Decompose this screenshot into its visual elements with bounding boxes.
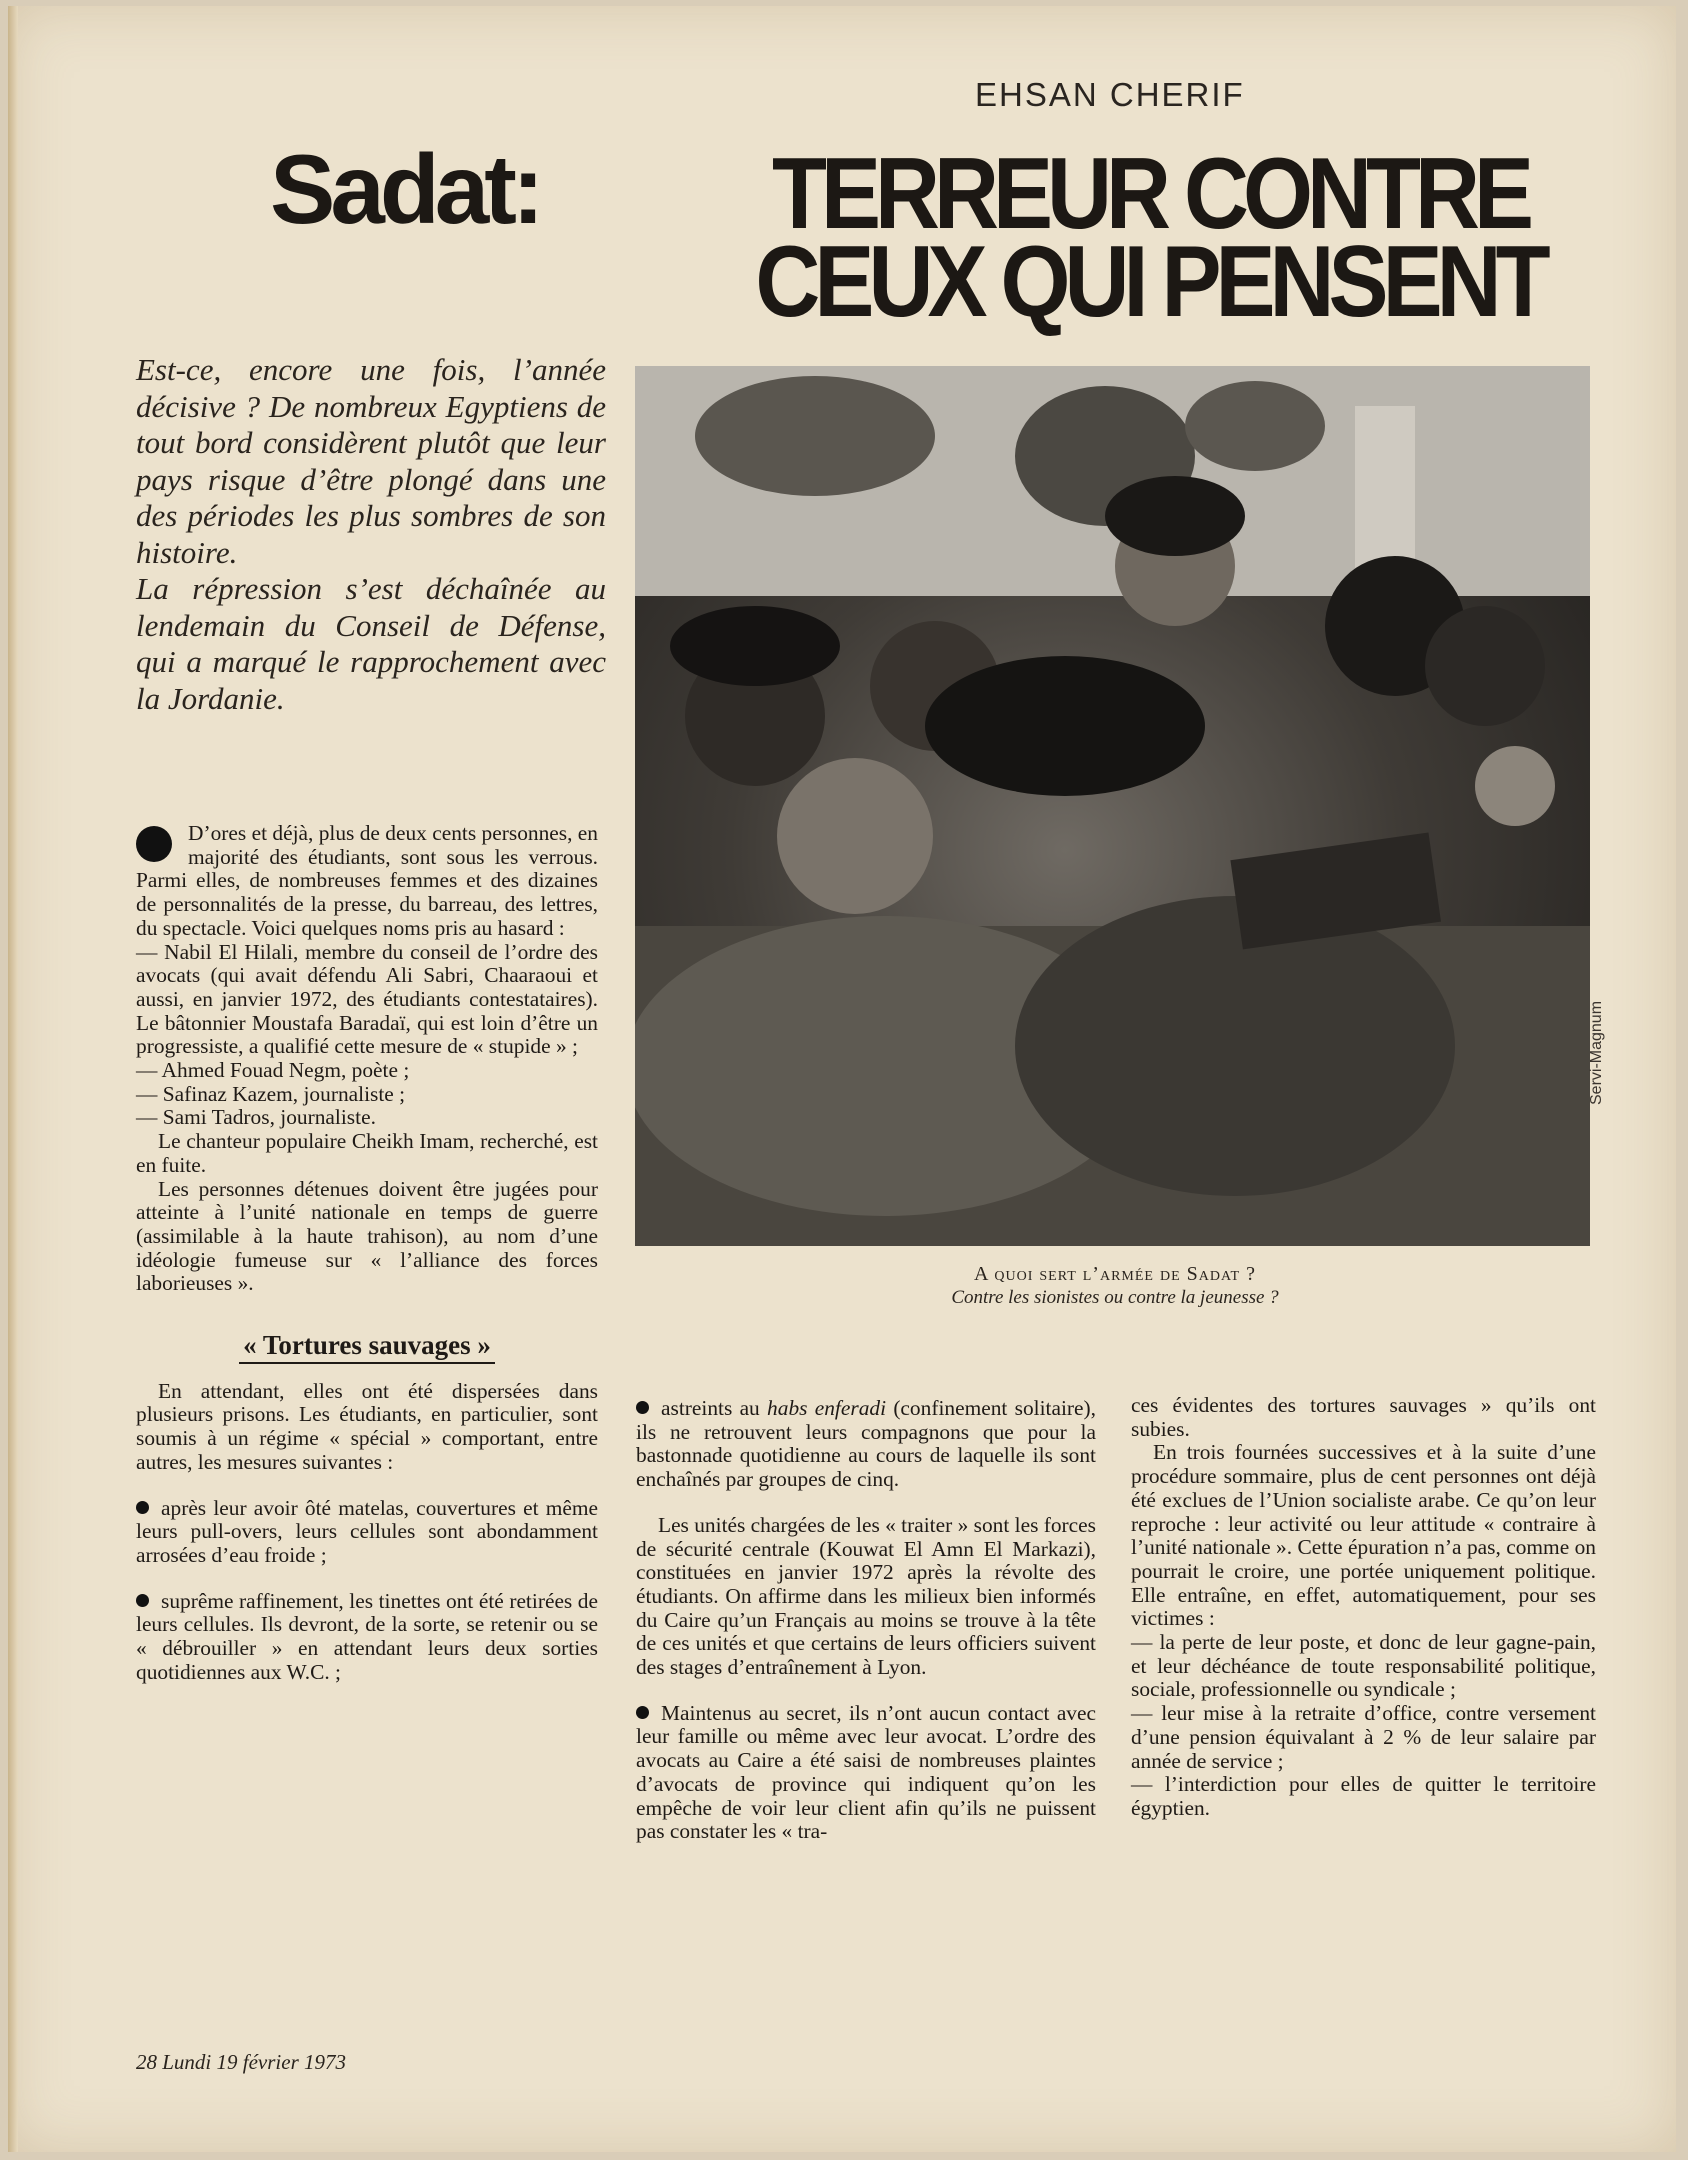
bullet-text: (confinement solitaire), ils ne retrouvent leurs compagnons que pour la bastonnade quotidienne au cours de laquelle ils sont enchaînés par groupes de cinq. bbox=[636, 1396, 1097, 1492]
lede-paragraph-1: Est-ce, encore une fois, l’année décisive ? De nombreux Egyptiens de tout bord considèrent plutôt que leur pays risque d’être plongé dans une des périodes les plus sombres de son histoire. bbox=[136, 352, 606, 570]
bullet-paragraph bbox=[636, 1397, 1096, 1492]
headline bbox=[700, 138, 1600, 339]
bullet-text: suprême raffinement, les tinettes ont été retirées de leurs cellules. Ils devront, de la sorte, se retenir ou se « débrouiller » en attendant leurs deux sorties quotidiennes aux W.C. ; bbox=[136, 1588, 598, 1684]
photo-credit bbox=[1588, 1065, 1606, 1105]
byline: EHSAN CHERIF bbox=[975, 76, 1245, 113]
caption-line-1: A quoi sert l’armée de Sadat ? bbox=[974, 1263, 1256, 1285]
headline-kicker: Sadat: bbox=[270, 134, 540, 244]
subheading-text: « Tortures sauvages » bbox=[239, 1330, 495, 1364]
bullet-text: Maintenus au secret, ils n’ont aucun contact avec leur famille ou même avec leur avocat. L’ordre des avocats au Caire a été saisi de nombreuses plaintes d’avocats de province qui indiquent qu’on les empêche de voir leur client afin qu’ils ne puissent pas constater les « tra- bbox=[636, 1700, 1096, 1844]
list-item: — leur mise à la retraite d’office, contre versement d’une pension équivalant à 2 % de leur salaire par année de service ; bbox=[1131, 1701, 1596, 1773]
bullet-text: après leur avoir ôté matelas, couvertures et même leurs pull-overs, leurs cellules sont abondamment arrosées d’eau froide ; bbox=[136, 1495, 598, 1567]
bullet-icon bbox=[136, 1594, 149, 1607]
page-footer: 28 Lundi 19 février 1973 bbox=[136, 2050, 346, 2074]
caption-line-2: Contre les sionistes ou contre la jeunesse ? bbox=[951, 1287, 1279, 1308]
paragraph: En attendant, elles ont été dispersées dans plusieurs prisons. Les étudiants, en particulier, sont soumis à un régime « spécial » comportant, entre autres, les mesures suivantes : bbox=[136, 1378, 598, 1474]
headline-line-2: CEUX QUI PENSENT bbox=[755, 226, 1545, 339]
list-item: — la perte de leur poste, et donc de leur gagne-pain, et leur déchéance de toute responsabilité politique, sociale, professionnelle ou syndicale ; bbox=[1131, 1630, 1596, 1702]
paragraph: Le chanteur populaire Cheikh Imam, recherché, est en fuite. bbox=[136, 1129, 598, 1177]
article-column-2 bbox=[636, 1397, 1096, 1844]
page-spine bbox=[8, 6, 18, 2152]
paragraph: Les personnes détenues doivent être jugées pour atteinte à l’unité nationale en temps de guerre (assimilable à la haute trahison), au nom d’une idéologie fumeuse sur « l’alliance des forces laborieuses ». bbox=[136, 1176, 598, 1296]
lede bbox=[136, 352, 606, 717]
bullet-text: astreints au bbox=[661, 1396, 768, 1420]
article-column-1 bbox=[136, 822, 598, 1685]
paragraph: En trois fournées successives et à la suite d’une procédure sommaire, plus de cent personnes ont déjà été exclues de l’Union socialiste arabe. Ce qu’on leur reproche : leur activité ou leur attitude « contraire à l’unité nationale ». Cette épuration n’a pas, comme on pourrait le croire, une portée uniquement politique. Elle entraîne, en effet, automatiquement, pour ses victimes : bbox=[1131, 1440, 1596, 1631]
bullet-paragraph bbox=[136, 1590, 598, 1685]
news-photo bbox=[635, 366, 1590, 1246]
paragraph: Les unités chargées de les « traiter » sont les forces de sécurité centrale (Kouwat El Amn El Markazi), constituées en janvier 1972 après la révolte des étudiants. On affirme dans les milieux bien informés du Caire qu’un Français au moins se trouve à la tête de ces unités et que certains de leurs officiers suivent des stages d’entraînement à Lyon. bbox=[636, 1512, 1096, 1680]
bullet-icon bbox=[136, 1501, 149, 1514]
intro-text: D’ores et déjà, plus de deux cents personnes, en majorité des étudiants, sont sous les verrous. Parmi elles, de nombreuses femmes et des dizaines de personnalités de la presse, du barreau, des lettres, du spectacle. Voici quelques noms pris au hasard : bbox=[136, 821, 598, 940]
subheading bbox=[136, 1330, 598, 1361]
intro-paragraph bbox=[136, 822, 598, 941]
list-item: — l’interdiction pour elles de quitter le territoire égyptien. bbox=[1131, 1772, 1596, 1820]
bullet-icon bbox=[636, 1401, 649, 1414]
names-item: — Safinaz Kazem, journaliste ; bbox=[136, 1081, 406, 1106]
headline-line-1: TERREUR CONTRE bbox=[771, 138, 1528, 251]
paragraph: ces évidentes des tortures sauvages » qu’ils ont subies. bbox=[1131, 1393, 1596, 1441]
lede-paragraph-2: La répression s’est déchaînée au lendemain du Conseil de Défense, qui a marqué le rapprochement avec la Jordanie. bbox=[136, 571, 606, 716]
article-column-3 bbox=[1131, 1394, 1596, 1821]
photo-caption bbox=[820, 1262, 1410, 1310]
italic-term: habs enferadi bbox=[767, 1396, 887, 1420]
photo-illustration bbox=[635, 366, 1590, 1246]
bullet-icon bbox=[636, 1706, 649, 1719]
bullet-paragraph bbox=[636, 1702, 1096, 1844]
large-bullet-icon bbox=[136, 826, 172, 862]
bullet-paragraph bbox=[136, 1497, 598, 1568]
names-item: — Sami Tadros, journaliste. bbox=[136, 1105, 376, 1130]
names-item: — Ahmed Fouad Negm, poète ; bbox=[136, 1058, 410, 1083]
names-item: — Nabil El Hilali, membre du conseil de l’ordre des avocats (qui avait défendu Ali Sabri, Chaaraoui et aussi, en janvier 1972, des étudiants contestataires). Le bâtonnier Moustafa Baradaï, qui est loin d’être un progressiste, a qualifié cette mesure de « stupide » ; bbox=[136, 939, 598, 1059]
